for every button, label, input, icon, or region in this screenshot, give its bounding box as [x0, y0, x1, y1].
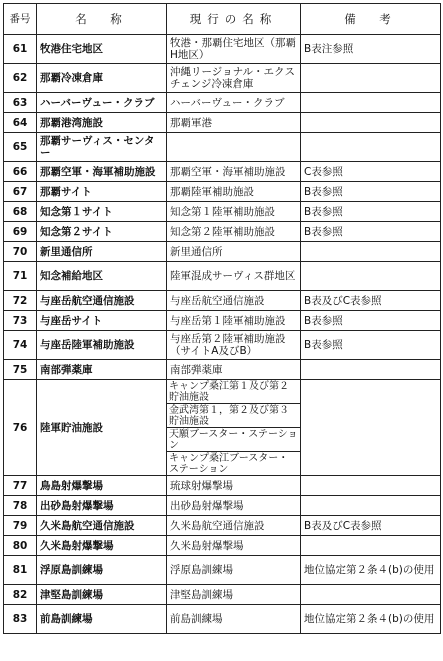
row-name: 津堅島訓練場	[37, 585, 167, 605]
table-row	[4, 536, 441, 556]
row-current-name: 琉球射爆撃場	[167, 476, 301, 496]
row-current-name: 沖縄リージョナル・エクスチェンジ冷凍倉庫	[167, 64, 301, 93]
row-name: 浮原島訓練場	[37, 556, 167, 585]
row-current-name: 牧港・那覇住宅地区（那覇H地区）	[167, 35, 301, 64]
row-remarks: 地位協定第２条４(b)の使用	[301, 605, 441, 634]
row-name: 牧港住宅地区	[37, 35, 167, 64]
row-number: 75	[4, 360, 37, 380]
row-name: 出砂島射爆撃場	[37, 496, 167, 516]
row-remarks	[301, 496, 441, 516]
row-remarks: B表参照	[301, 202, 441, 222]
row-current-name: 与座岳第２陸軍補助施設（サイトA及びB）	[167, 331, 301, 360]
row-remarks: C表参照	[301, 162, 441, 182]
row-current-name: 那覇軍港	[167, 113, 301, 133]
row-name: 与座岳航空通信施設	[37, 291, 167, 311]
table-row	[4, 476, 441, 496]
row-name: 知念第１サイト	[37, 202, 167, 222]
row-number: 83	[4, 605, 37, 634]
row-current-name: 前島訓練場	[167, 605, 301, 634]
row-remarks: B表注参照	[301, 35, 441, 64]
row-name: 那覇サーヴィス・センター	[37, 133, 167, 162]
table-row	[4, 242, 441, 262]
row-remarks	[301, 93, 441, 113]
row-number: 71	[4, 262, 37, 291]
row-name: 久米島射爆撃場	[37, 536, 167, 556]
table-row	[4, 311, 441, 331]
row-current-name-part: 金武湾第１，第２及び第３貯油施設	[167, 404, 301, 428]
row-remarks: B表参照	[301, 222, 441, 242]
row-current-name: 出砂島射爆撃場	[167, 496, 301, 516]
row-current-name: 久米島航空通信施設	[167, 516, 301, 536]
row-name: 知念第２サイト	[37, 222, 167, 242]
row-name: 那覇サイト	[37, 182, 167, 202]
table-row	[4, 202, 441, 222]
table-row	[4, 262, 441, 291]
header-remarks: 備 考	[301, 4, 441, 35]
row-current-name: 那覇空軍・海軍補助施設	[167, 162, 301, 182]
row-number: 69	[4, 222, 37, 242]
row-number: 66	[4, 162, 37, 182]
row-name: 与座岳陸軍補助施設	[37, 331, 167, 360]
table-header-row	[4, 4, 441, 35]
row-current-name: 南部弾薬庫	[167, 360, 301, 380]
table-row	[4, 380, 441, 404]
row-current-name: 与座岳第１陸軍補助施設	[167, 311, 301, 331]
table-row	[4, 585, 441, 605]
row-number: 61	[4, 35, 37, 64]
row-name: 那覇港湾施設	[37, 113, 167, 133]
row-number: 78	[4, 496, 37, 516]
row-name: 知念補給地区	[37, 262, 167, 291]
row-number: 70	[4, 242, 37, 262]
row-name: 鳥島射爆撃場	[37, 476, 167, 496]
row-current-name: ハーバーヴュー・クラブ	[167, 93, 301, 113]
row-remarks	[301, 360, 441, 380]
row-number: 73	[4, 311, 37, 331]
row-remarks	[301, 585, 441, 605]
row-current-name-part: キャンプ桑江ブースター・ステーション	[167, 452, 301, 476]
row-number: 76	[4, 380, 37, 476]
row-name: 那覇空軍・海軍補助施設	[37, 162, 167, 182]
row-number: 64	[4, 113, 37, 133]
row-current-name-part: キャンプ桑江第１及び第２貯油施設	[167, 380, 301, 404]
table-row	[4, 222, 441, 242]
row-name: 与座岳サイト	[37, 311, 167, 331]
table-row	[4, 331, 441, 360]
row-number: 62	[4, 64, 37, 93]
row-remarks: B表及びC表参照	[301, 516, 441, 536]
row-number: 63	[4, 93, 37, 113]
row-current-name: 知念第１陸軍補助施設	[167, 202, 301, 222]
row-number: 77	[4, 476, 37, 496]
table-row	[4, 556, 441, 585]
row-remarks: B表参照	[301, 331, 441, 360]
row-current-name: 与座岳航空通信施設	[167, 291, 301, 311]
table-row	[4, 93, 441, 113]
table-row	[4, 162, 441, 182]
row-name: 陸軍貯油施設	[37, 380, 167, 476]
row-remarks: B表及びC表参照	[301, 291, 441, 311]
facility-table	[3, 3, 441, 634]
row-number: 74	[4, 331, 37, 360]
row-number: 81	[4, 556, 37, 585]
header-name: 名 称	[37, 4, 167, 35]
table-row	[4, 113, 441, 133]
row-current-name-part: 天願ブースター・ステーション	[167, 428, 301, 452]
table-row	[4, 516, 441, 536]
row-remarks	[301, 133, 441, 162]
row-current-name: 那覇陸軍補助施設	[167, 182, 301, 202]
table-row	[4, 64, 441, 93]
table-row	[4, 133, 441, 162]
row-remarks	[301, 536, 441, 556]
row-remarks: B表参照	[301, 311, 441, 331]
row-remarks: 地位協定第２条４(b)の使用	[301, 556, 441, 585]
row-remarks	[301, 64, 441, 93]
row-number: 79	[4, 516, 37, 536]
row-remarks: B表参照	[301, 182, 441, 202]
row-current-name: 知念第２陸軍補助施設	[167, 222, 301, 242]
table-row	[4, 360, 441, 380]
row-current-name	[167, 133, 301, 162]
row-remarks	[301, 113, 441, 133]
row-number: 68	[4, 202, 37, 222]
row-remarks	[301, 380, 441, 476]
row-number: 72	[4, 291, 37, 311]
row-number: 82	[4, 585, 37, 605]
header-number: 番号	[4, 4, 37, 35]
row-remarks	[301, 242, 441, 262]
table-row	[4, 496, 441, 516]
table-row	[4, 291, 441, 311]
table-row	[4, 182, 441, 202]
header-current-name: 現行の名称	[167, 4, 301, 35]
row-current-name: 久米島射爆撃場	[167, 536, 301, 556]
row-name: 那覇冷凍倉庫	[37, 64, 167, 93]
row-current-name: 津堅島訓練場	[167, 585, 301, 605]
row-name: 久米島航空通信施設	[37, 516, 167, 536]
row-name: 前島訓練場	[37, 605, 167, 634]
row-remarks	[301, 476, 441, 496]
row-current-name: 新里通信所	[167, 242, 301, 262]
row-number: 65	[4, 133, 37, 162]
row-remarks	[301, 262, 441, 291]
row-number: 80	[4, 536, 37, 556]
row-number: 67	[4, 182, 37, 202]
row-name: ハーバーヴュー・クラブ	[37, 93, 167, 113]
table-row	[4, 605, 441, 634]
row-name: 南部弾薬庫	[37, 360, 167, 380]
row-current-name: 浮原島訓練場	[167, 556, 301, 585]
row-current-name: 陸軍混成サーヴィス群地区	[167, 262, 301, 291]
table-row	[4, 35, 441, 64]
row-name: 新里通信所	[37, 242, 167, 262]
